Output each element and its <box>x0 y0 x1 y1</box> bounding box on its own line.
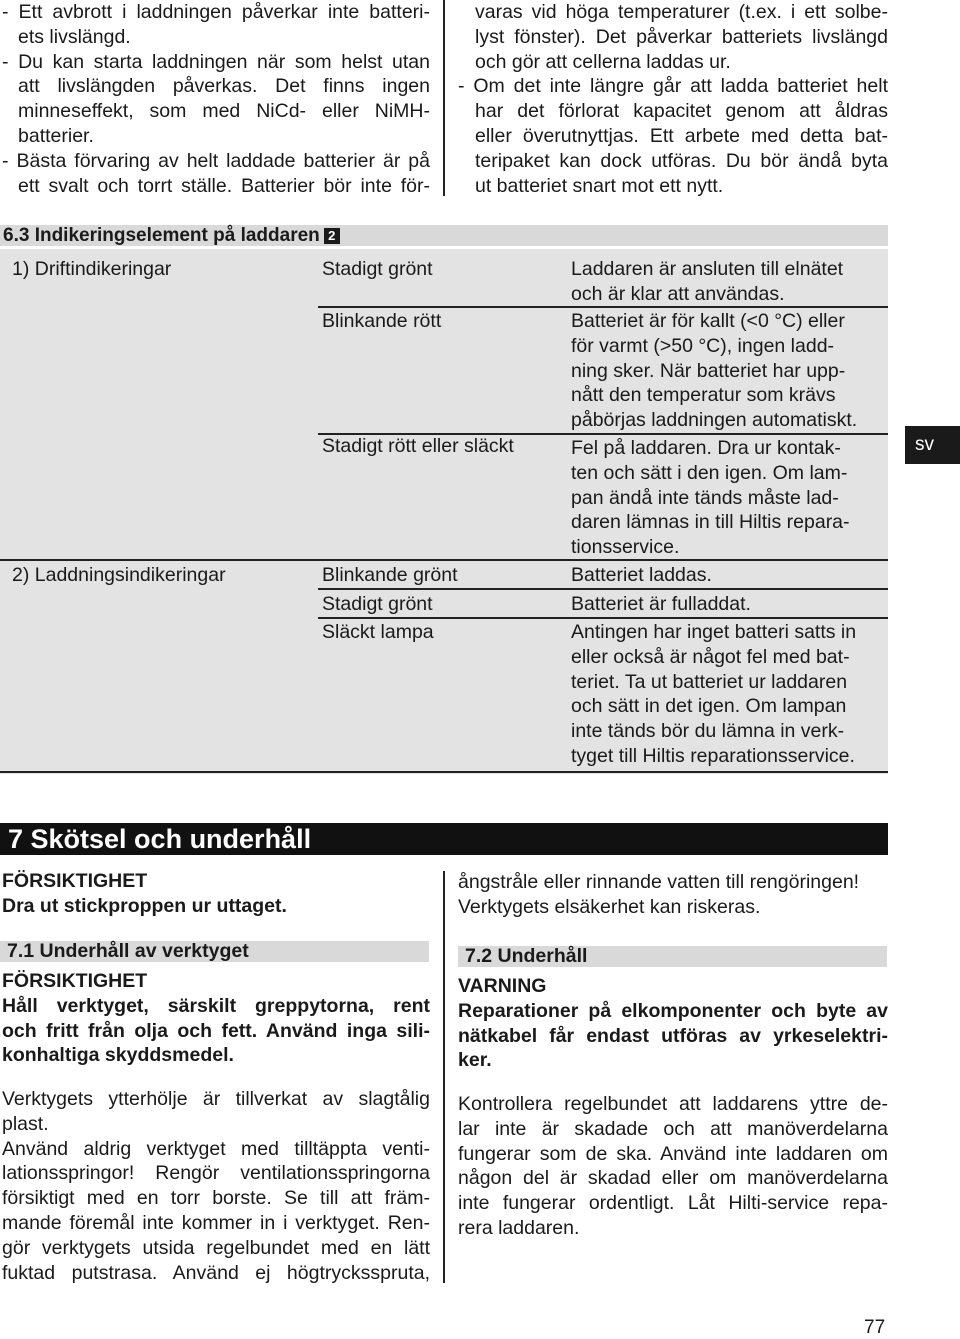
caution-heading: FÖRSIKTIGHET <box>2 870 148 892</box>
warning-line: Reparationer på elkomponenter och byte av <box>458 999 888 1022</box>
text-line: lyst fönster). Det påverkar batteriets livslängd <box>475 25 888 48</box>
text-line: har det förlorat kapacitet genom att åldras <box>475 100 888 123</box>
text-line: Verktygets ytterhölje är tillverkat av slagtålig <box>2 1088 430 1110</box>
indicator-description: Batteriet laddas. <box>571 564 712 586</box>
text-line: Verktygets elsäkerhet kan riskeras. <box>458 895 761 918</box>
warning-heading: VARNING <box>458 975 547 997</box>
indicator-table <box>0 249 888 774</box>
figure-ref-badge: 2 <box>324 228 340 244</box>
indicator-state: Stadigt grönt <box>322 593 433 615</box>
text-line: lar inte är skadade och att manöverdelarna <box>458 1117 888 1140</box>
text-line: fuktad putstrasa. Använd ej högtrycksspruta, <box>2 1261 430 1284</box>
indicator-description: Antingen har inget batteri satts in eller också är något fel med bat- teriet. Ta ut batteriet ur laddaren och sätt in det igen. Om lampan inte tänds bör du lämna in verk- tyget till Hiltis reparationsservice. <box>571 621 857 767</box>
column-divider <box>443 871 445 1283</box>
indicator-description: Batteriet är för kallt (<0 °C) eller för varmt (>50 °C), ingen ladd- ning sker. När batteriet har upp- nått den temperatur som krävs påbörjas laddningen automatiskt. <box>571 310 858 432</box>
indicator-state: Stadigt rött eller släckt <box>322 435 514 457</box>
section-title: 6.3 Indikeringselement på laddaren <box>3 225 320 246</box>
indicator-state: Blinkande rött <box>322 310 442 332</box>
left-column-paragraph <box>2 1087 430 1285</box>
text-line: - Bästa förvaring av helt laddade batterier är på <box>2 149 430 172</box>
text-line: ets livslängd. <box>18 25 131 48</box>
table-rule <box>0 771 888 773</box>
indicator-description: Laddaren är ansluten till elnätet och är klar att användas. <box>571 258 844 305</box>
text-line: Kontrollera regelbundet att laddarens yttre de- <box>458 1093 888 1115</box>
text-line: minneseffekt, som med NiCd- eller NiMH- <box>18 100 430 123</box>
subsection-heading: 7.2 Underhåll <box>465 945 588 967</box>
text-line: rera laddaren. <box>458 1216 580 1239</box>
text-line: lationsspringor! Rengör ventilationsspringorna <box>2 1162 430 1185</box>
table-rule <box>318 588 888 590</box>
right-column-warning <box>458 974 888 1073</box>
caution-text: Dra ut stickproppen ur uttaget. <box>2 894 287 917</box>
text-line: batterier. <box>18 124 94 147</box>
table-rule <box>318 617 888 619</box>
text-line: plast. <box>2 1112 49 1135</box>
text-line: och gör att cellerna laddas ur. <box>475 50 731 73</box>
text-line: teripaket kan dock utföras. Du bör ändå byta <box>475 149 888 172</box>
text-line: gör verktygets utsida regelbundet med en lätt <box>2 1236 430 1259</box>
text-line: varas vid höga temperaturer (t.ex. i ett solbe- <box>475 1 888 23</box>
text-line: Använd aldrig verktyget med tilltäppta venti- <box>2 1137 430 1160</box>
top-left-column <box>2 0 430 198</box>
caution-heading: FÖRSIKTIGHET <box>2 970 148 992</box>
indicator-state: Släckt lampa <box>322 621 434 643</box>
caution-line: Håll verktyget, särskilt greppytorna, rent <box>2 994 430 1017</box>
indicator-description: Fel på laddaren. Dra ur kontak- ten och sätt i den igen. Om lam- pan ändå inte tänds måste lad- daren lämnas in till Hiltis repara- tionsservice. <box>571 437 850 559</box>
left-column <box>2 869 430 919</box>
text-line: ut batteriet snart mot ett nytt. <box>475 174 724 197</box>
right-column-paragraph <box>458 1092 888 1241</box>
text-line: att livslängden påverkas. Det finns ingen <box>18 75 430 98</box>
column-divider <box>443 0 445 196</box>
chapter-title: 7 Skötsel och underhåll <box>8 824 312 854</box>
left-column-body <box>2 969 430 1068</box>
text-line: försiktigt med en torr borste. Se till att främ- <box>2 1187 430 1210</box>
text-line: - Du kan starta laddningen när som helst utan <box>2 50 430 73</box>
warning-line: nätkabel får endast utföras av yrkeselektri- <box>458 1024 888 1047</box>
table-row-group-label: 2) Laddningsindikeringar <box>12 564 226 586</box>
page-number: 77 <box>864 1317 886 1338</box>
indicator-state: Blinkande grönt <box>322 564 458 586</box>
right-column <box>458 870 888 920</box>
subsection-heading: 7.1 Underhåll av verktyget <box>7 940 249 962</box>
text-line: någon del är skadad eller om manöverdelarna <box>458 1167 888 1190</box>
table-row-group-label: 1) Driftindikeringar <box>12 258 172 280</box>
text-line: eller överutnyttjas. Ett arbete med detta bat- <box>475 124 888 147</box>
text-line: ett svalt och torrt ställe. Batterier bör inte för- <box>18 174 430 197</box>
chapter-heading <box>0 823 888 855</box>
text-line: - Ett avbrott i laddningen påverkar inte batteri- <box>2 1 430 23</box>
text-line: mande föremål inte kommer in i verktyget. Ren- <box>2 1211 430 1234</box>
language-tab: sv <box>905 426 960 464</box>
section-heading <box>3 224 340 247</box>
warning-line: ker. <box>458 1049 492 1072</box>
text-line: fungerar som de ska. Använd inte laddaren om <box>458 1142 888 1165</box>
caution-line: konhaltiga skyddsmedel. <box>2 1044 234 1067</box>
text-line: ångstråle eller rinnande vatten till rengöringen! <box>458 871 860 893</box>
text-line: inte fungerar ordentligt. Låt Hilti-service repa- <box>458 1192 888 1215</box>
caution-line: och fritt från olja och fett. Använd inga sili- <box>2 1019 430 1042</box>
top-right-column <box>458 0 888 198</box>
text-line: - Om det inte längre går att ladda batteriet helt <box>458 75 888 98</box>
indicator-description: Batteriet är fulladdat. <box>571 593 751 615</box>
indicator-state: Stadigt grönt <box>322 258 433 280</box>
